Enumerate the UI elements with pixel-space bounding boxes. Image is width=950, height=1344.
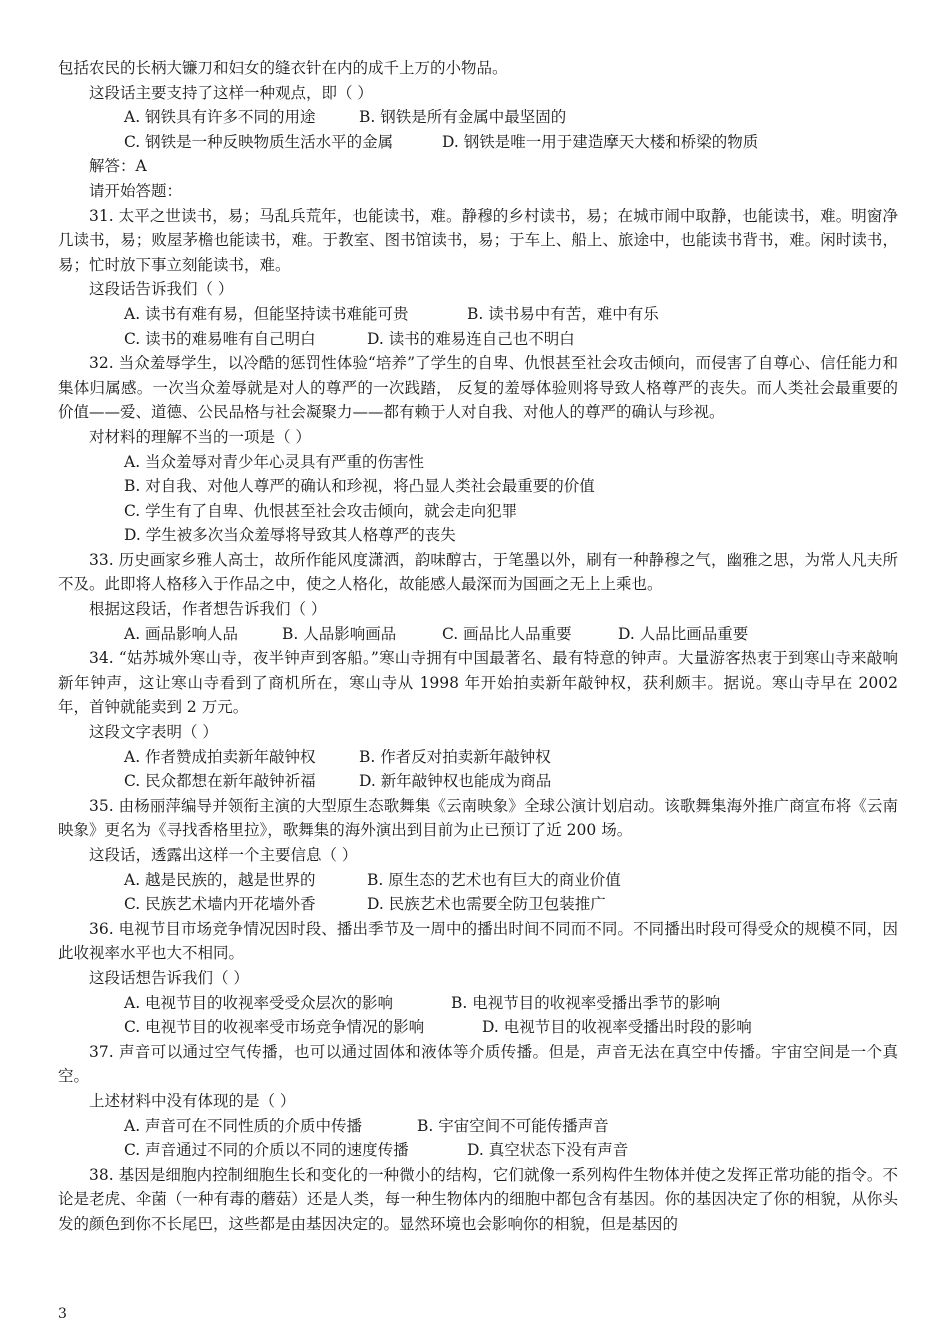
answer-option: D. 学生被多次当众羞辱将导致其人格尊严的丧失 <box>124 526 456 545</box>
answer-options-row <box>58 105 898 130</box>
answer-options-row <box>58 130 898 155</box>
question-prompt: 上述材料中没有体现的是（ ） <box>89 1091 296 1110</box>
answer-options-row <box>58 1114 898 1139</box>
answer-option: B. 电视节目的收视率受播出季节的影响 <box>451 993 721 1012</box>
passage-paragraph: 38. 基因是细胞内控制细胞生长和变化的一种微小的结构，它们就像一系列构件生物体并使之发挥正常功能的指令。不论是老虎、伞菌（一种有毒的蘑菇）还是人类，每一种生物体内的细胞中都包含有基因。你的基因决定了你的相貌，从你头发的颜色到你不长尾巴，这些都是由基因决定的。显然环境也会影响你的相貌，但是基因的 <box>58 1165 898 1233</box>
answer-option: C. 钢铁是一种反映物质生活水平的金属 <box>124 132 394 151</box>
page-number: 3 <box>58 1306 67 1322</box>
answer-option: C. 民众都想在新年敲钟祈福 <box>124 772 316 791</box>
answer-option: D. 电视节目的收视率受播出时段的影响 <box>482 1018 752 1037</box>
question-prompt: 这段话，透露出这样一个主要信息（ ） <box>89 846 358 864</box>
question-prompt: 这段话主要支持了这样一种观点，即（ ） <box>89 83 373 102</box>
document-page <box>58 56 898 1237</box>
answer-option: A. 越是民族的，越是世界的 <box>124 870 316 889</box>
passage-paragraph: 37. 声音可以通过空气传播，也可以通过固体和液体等介质传播。但是，声音无法在真空中传播。宇宙空间是一个真空。 <box>58 1042 898 1086</box>
passage-paragraph: 32. 当众羞辱学生，以冷酷的惩罚性体验“培养”了学生的自卑、仇恨甚至社会攻击倾向，而侵害了自尊心、信任能力和集体归属感。一次当众羞辱就是对人的尊严的一次践踏， 反复的羞辱体验则将导致人格尊严的丧失。而人类社会最重要的价值——爱、道德、公民品格与社会凝聚力——都有赖于人对自我、对他人的尊严的确认与珍视。 <box>58 354 898 422</box>
answer-option: D. 民族艺术也需要全防卫包装推广 <box>367 895 606 914</box>
passage-paragraph: 35. 由杨丽萍编导并领衔主演的大型原生态歌舞集《云南映象》全球公演计划启动。该歌舞集海外推广商宣布将《云南映象》更名为《寻找香格里拉》，歌舞集的海外演出到目前为止已预订了近 200 场。 <box>58 796 898 840</box>
answer-options-row <box>58 450 898 475</box>
answer-option: C. 民族艺术墙内开花墙外香 <box>124 895 316 914</box>
answer-options-row <box>58 302 898 327</box>
passage-paragraph: 31. 太平之世读书，易；马乱兵荒年，也能读书，难。静穆的乡村读书，易；在城市闹中取静，也能读书，难。明窗净几读书，易；败屋茅檐也能读书，难。于教室、图书馆读书，易；于车上、船上、旅途中，也能读书背书，难。闲时读书，易；忙时放下事立刻能读书，难。 <box>58 206 898 274</box>
answer-option: C. 声音通过不同的介质以不同的速度传播 <box>124 1141 409 1160</box>
answer-option: C. 学生有了自卑、仇恨甚至社会攻击倾向，就会走向犯罪 <box>124 501 518 520</box>
passage-paragraph: 33. 历史画家乡雅人高士，故所作能风度潇洒，韵味醇古，于笔墨以外，刷有一种静穆之气，幽雅之思，为常人凡夫所不及。此即将人格移入于作品之中，使之人格化，故能感人最深而为国画之无上上乘也。 <box>58 550 898 594</box>
answer-option: B. 宇宙空间不可能传播声音 <box>417 1116 609 1135</box>
answer-option: D. 钢铁是唯一用于建造摩天大楼和桥梁的物质 <box>442 132 759 151</box>
question-prompt: 根据这段话，作者想告诉我们（ ） <box>89 600 327 619</box>
answer-option: B. 读书易中有苦，难中有乐 <box>467 304 659 323</box>
answer-option: C. 画品比人品重要 <box>442 624 572 643</box>
answer-options-row <box>58 499 898 524</box>
answer-option: B. 人品影响画品 <box>282 624 397 643</box>
answer-option: D. 新年敲钟权也能成为商品 <box>359 772 552 791</box>
passage-paragraph: 34. “姑苏城外寒山寺，夜半钟声到客船。”寒山寺拥有中国最著名、最有特意的钟声。大量游客热衷于到寒山寺来敲响新年钟声，这让寒山寺看到了商机所在，寒山寺从 1998 年开始拍卖新年敲钟权，获利颇丰。据说。寒山寺早在 2002 年，首钟就能卖到 2 万元。 <box>58 649 898 717</box>
answer-option: A. 读书有难有易，但能坚持读书难能可贵 <box>124 304 409 323</box>
answer-options-row <box>58 523 898 548</box>
answer-options-row <box>58 1138 898 1163</box>
answer-option: C. 读书的难易唯有自己明白 <box>124 329 316 348</box>
passage-paragraph: 包括农民的长柄大镰刀和妇女的缝衣针在内的成千上万的小物品。 <box>58 59 508 77</box>
answer-options-row <box>58 474 898 499</box>
question-prompt: 这段话想告诉我们（ ） <box>89 968 249 987</box>
question-prompt: 这段文字表明（ ） <box>89 723 218 742</box>
answer-option: A. 画品影响人品 <box>124 624 239 643</box>
answer-option: A. 作者赞成拍卖新年敲钟权 <box>124 747 316 766</box>
answer-option: D. 真空状态下没有声音 <box>467 1141 629 1160</box>
answer-options-row <box>58 769 898 794</box>
answer-option: A. 声音可在不同性质的介质中传播 <box>124 1116 363 1135</box>
passage-paragraph: 36. 电视节目市场竞争情况因时段、播出季节及一周中的播出时间不同而不同。不同播出时段可得受众的规模不同，因此收视率水平也大不相同。 <box>58 919 898 963</box>
answer-option: B. 原生态的艺术也有巨大的商业价值 <box>367 870 621 889</box>
answer-option: D. 人品比画品重要 <box>618 624 749 643</box>
answer-options-row <box>58 622 898 647</box>
answer-options-row <box>58 868 898 893</box>
answer-option: D. 读书的难易连自己也不明白 <box>367 329 575 348</box>
answer-options-row <box>58 745 898 770</box>
question-prompt: 这段话告诉我们（ ） <box>89 280 234 299</box>
question-prompt: 对材料的理解不当的一项是（ ） <box>89 427 311 446</box>
answer-options-row <box>58 1015 898 1040</box>
question-prompt: 请开始答题： <box>89 181 183 200</box>
answer-option: C. 电视节目的收视率受市场竞争情况的影响 <box>124 1018 425 1037</box>
question-prompt: 解答：A <box>89 157 147 176</box>
answer-options-row <box>58 327 898 352</box>
answer-option: A. 电视节目的收视率受受众层次的影响 <box>124 993 394 1012</box>
answer-option: B. 对自我、对他人尊严的确认和珍视，将凸显人类社会最重要的价值 <box>124 477 595 496</box>
answer-option: B. 钢铁是所有金属中最坚固的 <box>359 108 567 127</box>
answer-option: A. 当众羞辱对青少年心灵具有严重的伤害性 <box>124 452 425 471</box>
answer-option: A. 钢铁具有许多不同的用途 <box>124 108 316 127</box>
answer-options-row <box>58 892 898 917</box>
answer-options-row <box>58 991 898 1016</box>
answer-option: B. 作者反对拍卖新年敲钟权 <box>359 747 551 766</box>
